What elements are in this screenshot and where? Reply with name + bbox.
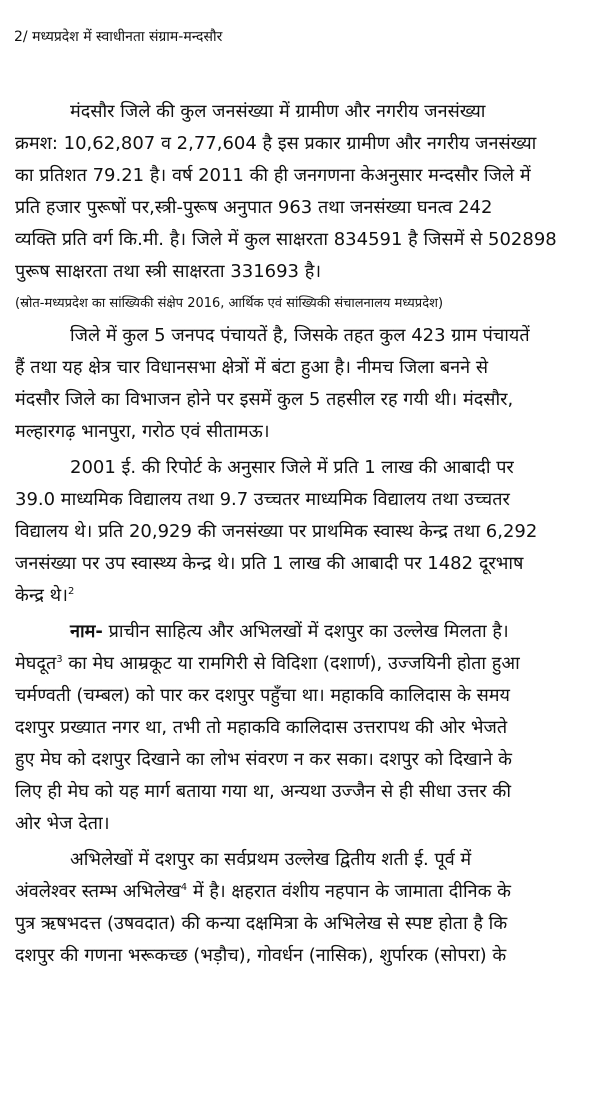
paragraph-population <box>15 96 585 288</box>
text-line: 39.0 माध्यमिक विद्यालय तथा 9.7 उच्चतर माध्यमिक विद्यालय तथा उच्चतर <box>15 489 510 510</box>
running-header: 2/ मध्यप्रदेश में स्वाधीनता संग्राम-मन्दसौर <box>14 29 223 45</box>
text-line <box>15 580 585 612</box>
text-segment: मेघदूत <box>15 653 57 674</box>
text-line: जनसंख्या पर उप स्वास्थ्य केन्द्र थे। प्रति 1 लाख की आबादी पर 1482 दूरभाष <box>15 553 524 574</box>
section-label: नाम- <box>70 621 103 642</box>
paragraph-name <box>15 616 585 840</box>
text-line: पुरूष साक्षरता तथा स्त्री साक्षरता 331693 है। <box>15 261 322 282</box>
text-line: विद्यालय थे। प्रति 20,929 की जनसंख्या पर प्राथमिक स्वास्थ केन्द्र तथा 6,292 <box>15 521 538 542</box>
text-line: मल्हारगढ़ भानपुरा, गरोठ एवं सीतामऊ। <box>15 421 270 442</box>
text-line: क्रमश: 10,62,807 व 2,77,604 है इस प्रकार ग्रामीण और नगरीय जनसंख्या <box>15 133 537 154</box>
source-note: (स्रोत-मध्यप्रदेश का सांख्यिकी संक्षेप 2016, आर्थिक एवं सांख्यिकी संचालनालय मध्यप्रदेश) <box>15 296 444 311</box>
paragraph-inscriptions <box>15 844 585 972</box>
text-line: का प्रतिशत 79.21 है। वर्ष 2011 की ही जनगणना केअनुसार मन्दसौर जिले में <box>15 165 531 186</box>
footnote-marker: 3 <box>56 654 63 665</box>
body-text <box>15 96 585 972</box>
text-line <box>15 616 585 648</box>
text-line: व्यक्ति प्रति वर्ग कि.मी. है। जिले में कुल साक्षरता 834591 है जिसमें से 502898 <box>15 229 557 250</box>
text-line: प्रति हजार पुरूषों पर,स्त्री-पुरूष अनुपात 963 तथा जनसंख्या घनत्व 242 <box>15 197 493 218</box>
paragraph-panchayats <box>15 320 585 448</box>
text-line: मंदसौर जिले का विभाजन होने पर इसमें कुल 5 तहसील रह गयी थी। मंदसौर, <box>15 389 514 410</box>
text-line: हुए मेघ को दशपुर दिखाने का लोभ संवरण न कर सका। दशपुर को दिखाने के <box>15 749 512 770</box>
paragraph-education-health <box>15 452 585 612</box>
text-segment: केन्द्र थे। <box>15 585 68 606</box>
footnote-marker: 4 <box>180 882 188 893</box>
text-line: अभिलेखों में दशपुर का सर्वप्रथम उल्लेख द्वितीय शती ई. पूर्व में <box>70 849 472 870</box>
text-line: चर्मण्वती (चम्बल) को पार कर दशपुर पहुँचा था। महाकवि कालिदास के समय <box>15 685 510 706</box>
text-line: ओर भेज देता। <box>15 813 110 834</box>
text-segment: प्राचीन साहित्य और अभिलखों में दशपुर का उल्लेख मिलता है। <box>102 621 509 642</box>
text-line: दशपुर की गणना भरूकच्छ (भड़ौच), गोवर्धन (नासिक), शुर्पारक (सोपरा) के <box>15 945 507 966</box>
text-segment: का मेघ आम्रकूट या रामगिरी से विदिशा (दशार्ण), उज्जयिनी होता हुआ <box>62 653 520 674</box>
text-line: हैं तथा यह क्षेत्र चार विधानसभा क्षेत्रों में बंटा हुआ है। नीमच जिला बनने से <box>15 357 489 378</box>
text-line: लिए ही मेघ को यह मार्ग बताया गया था, अन्यथा उज्जैन से ही सीधा उत्तर की <box>15 781 512 802</box>
text-line: 2001 ई. की रिपोर्ट के अनुसार जिले में प्रति 1 लाख की आबादी पर <box>70 457 514 478</box>
text-line: दशपुर प्रख्यात नगर था, तभी तो महाकवि कालिदास उत्तरापथ की ओर भेजते <box>15 717 508 738</box>
text-line <box>15 648 585 680</box>
footnote-marker: 2 <box>68 586 75 597</box>
text-line: पुत्र ऋषभदत्त (उषवदात) की कन्या दक्षमित्रा के अभिलेख से स्पष्ट होता है कि <box>15 913 508 934</box>
text-line <box>15 876 585 908</box>
text-segment: में है। क्षहरात वंशीय नहपान के जामाता दीनिक के <box>187 881 511 902</box>
text-line: मंदसौर जिले की कुल जनसंख्या में ग्रामीण और नगरीय जनसंख्या <box>70 101 486 122</box>
text-segment: अंवलेश्वर स्तम्भ अभिलेख <box>15 881 181 902</box>
text-line: जिले में कुल 5 जनपद पंचायतें है, जिसके तहत कुल 423 ग्राम पंचायतें <box>70 325 530 346</box>
